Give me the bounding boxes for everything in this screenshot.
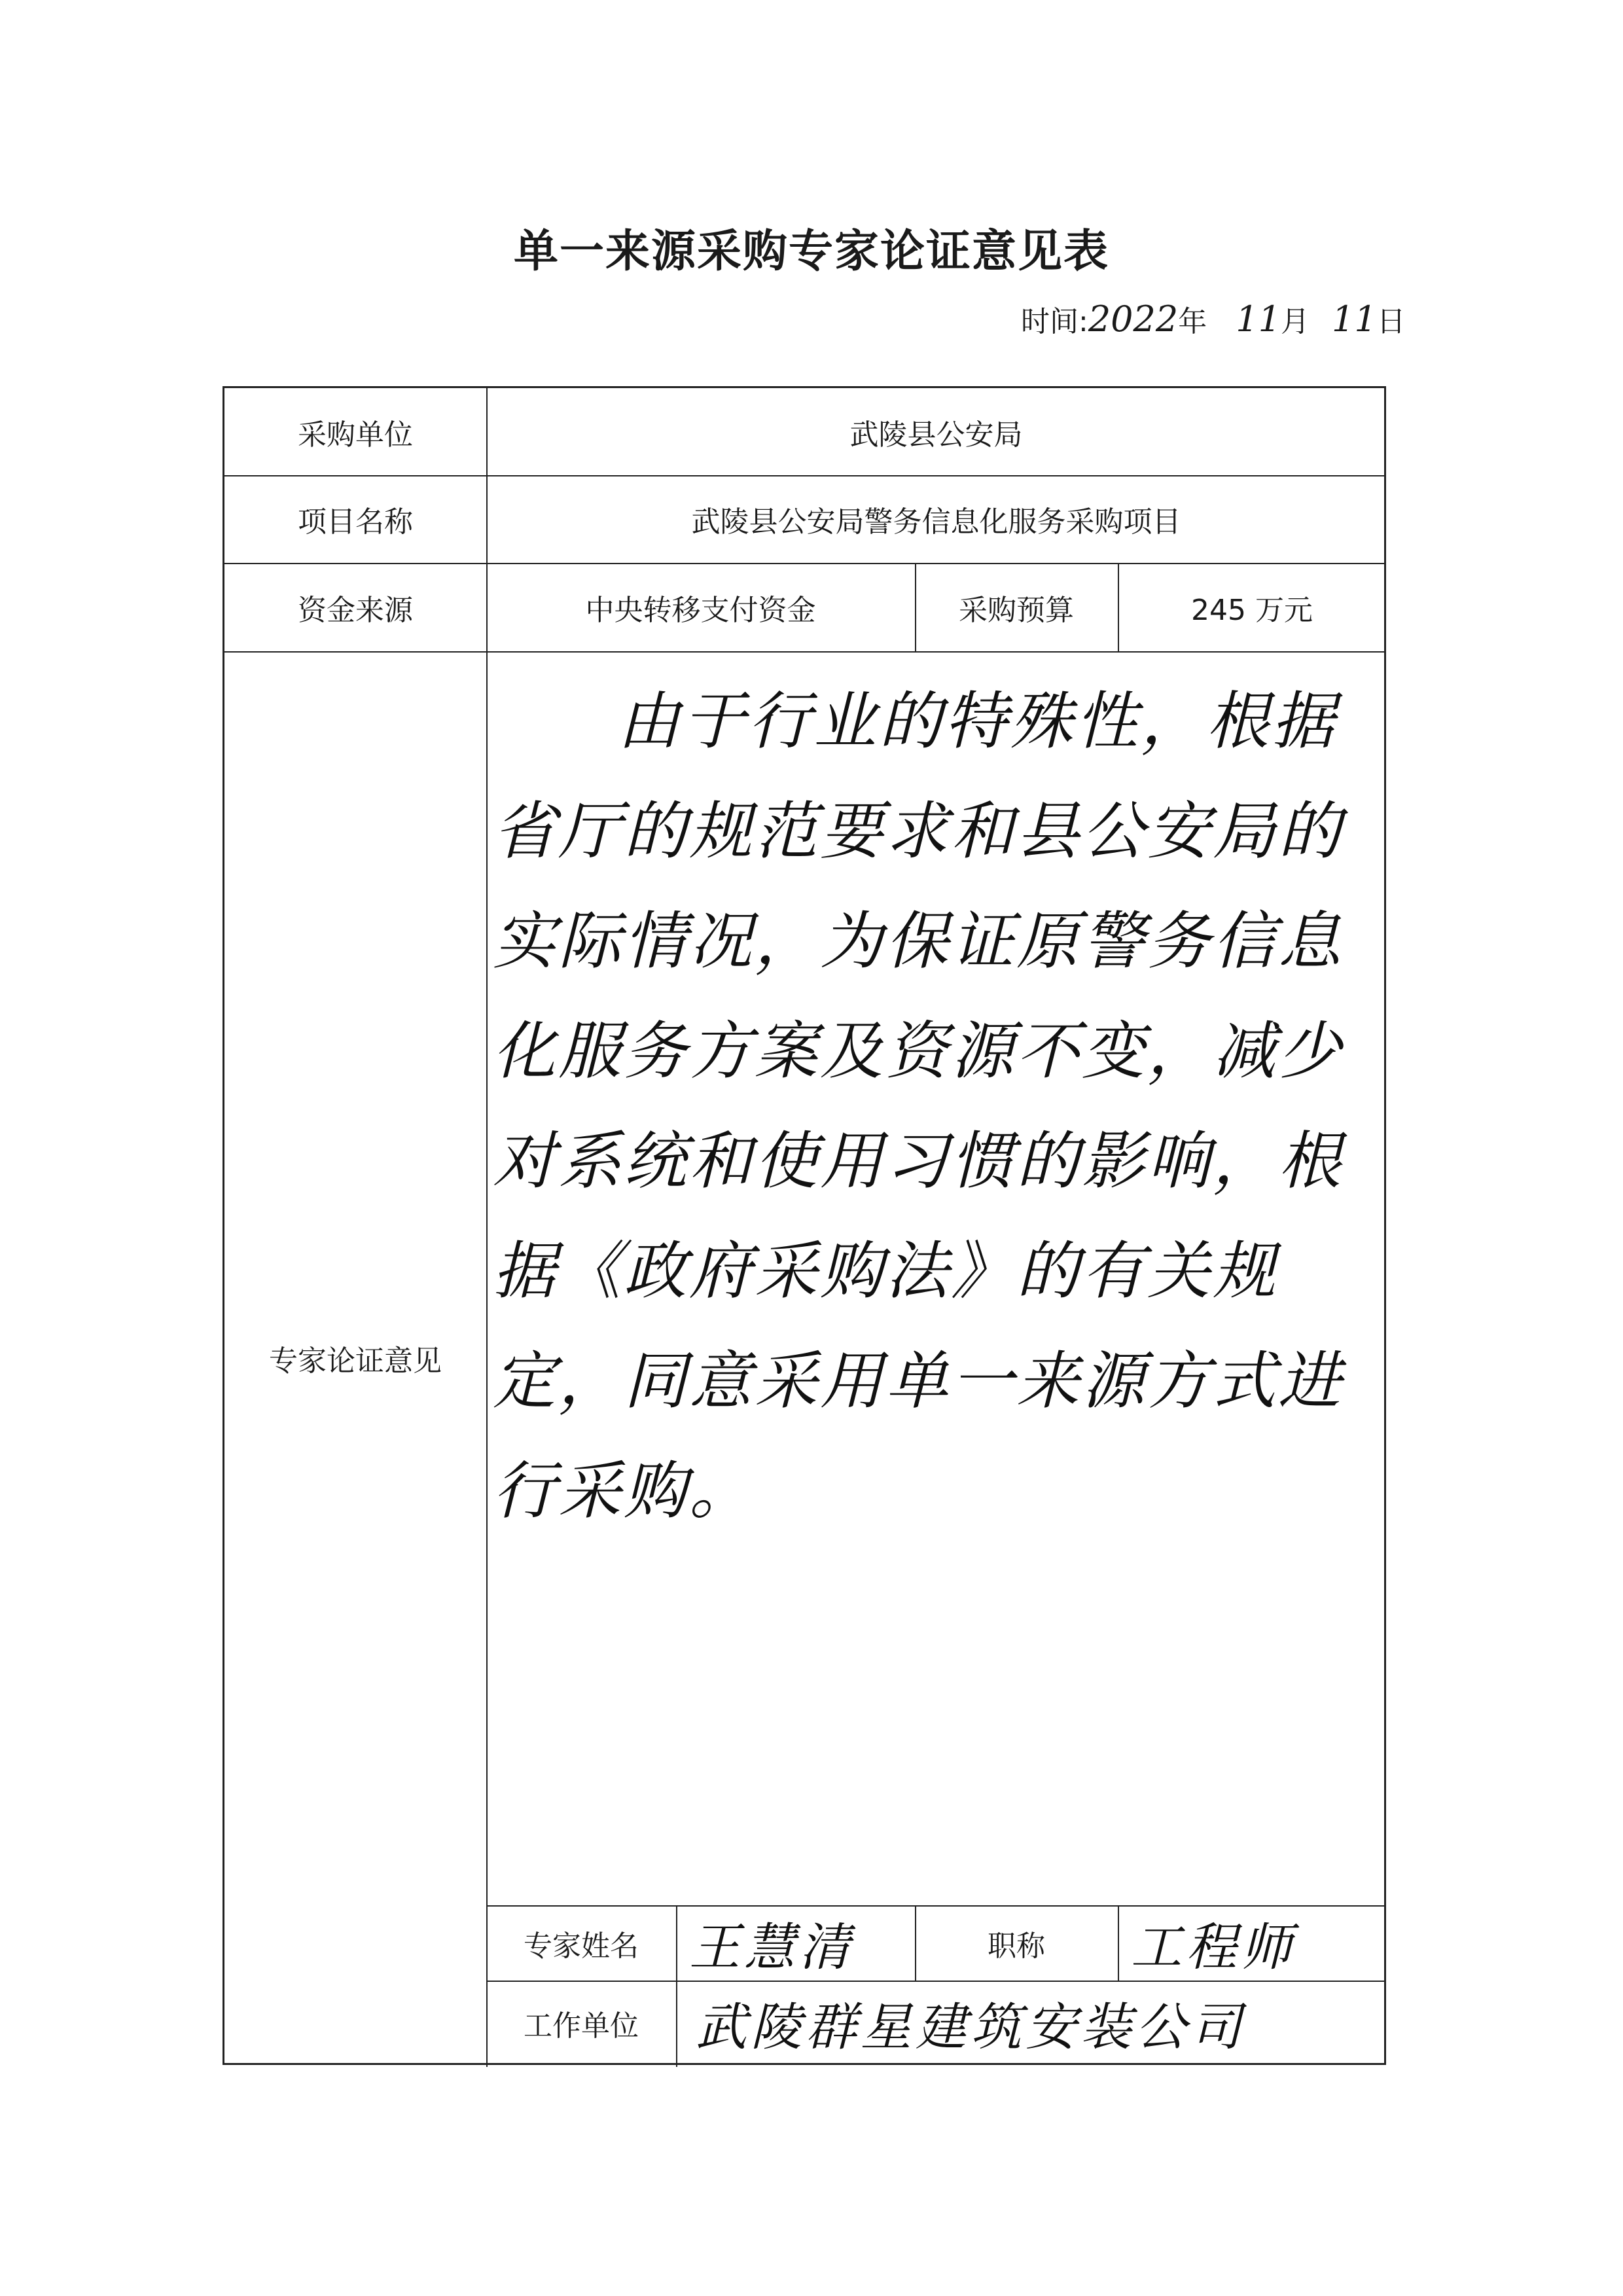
opinion-label: 专家论证意见 (269, 1344, 442, 1378)
date-line (1021, 298, 1406, 340)
column-divider (1118, 1905, 1119, 1981)
work-unit-value: 武陵群星建筑安装公司 (696, 1998, 1246, 2057)
date-year-unit: 年 (1178, 305, 1207, 338)
purchaser-value: 武陵县公安局 (849, 418, 1023, 452)
opinion-text: 由于行业的特殊性，根据省厅的规范要求和县公安局的实际情况，为保证原警务信息化服务方案及资源不变，减少对系统和使用习惯的影响，根据《政府采购法》的有关规定，同意采用单一来源方式进行采购。 (493, 685, 1344, 1528)
title-value: 工程师 (1131, 1918, 1296, 1977)
budget-value: 245 万元 (1191, 593, 1313, 627)
fund-label: 资金来源 (298, 593, 413, 627)
form-title: 单一来源采购专家论证意见表 (513, 226, 1109, 278)
work-unit-label: 工作单位 (524, 2009, 639, 2043)
date-year: 2022 (1088, 298, 1179, 340)
fund-value: 中央转移支付资金 (585, 593, 816, 627)
date-day-unit: 日 (1376, 305, 1406, 338)
budget-label: 采购预算 (959, 593, 1074, 627)
expert-opinion-form (223, 386, 1386, 2065)
title-label: 职称 (988, 1929, 1045, 1963)
date-label: 时间: (1021, 305, 1088, 338)
date-day: 11 (1331, 298, 1377, 340)
expert-name-value: 王慧清 (689, 1918, 855, 1977)
date-month: 11 (1236, 298, 1281, 340)
date-month-unit: 月 (1280, 305, 1310, 338)
project-value: 武陵县公安局警务信息化服务采购项目 (691, 505, 1181, 539)
column-divider (676, 1905, 677, 2067)
expert-name-label: 专家姓名 (524, 1929, 639, 1963)
purchaser-label: 采购单位 (298, 418, 413, 452)
project-label: 项目名称 (298, 505, 413, 539)
